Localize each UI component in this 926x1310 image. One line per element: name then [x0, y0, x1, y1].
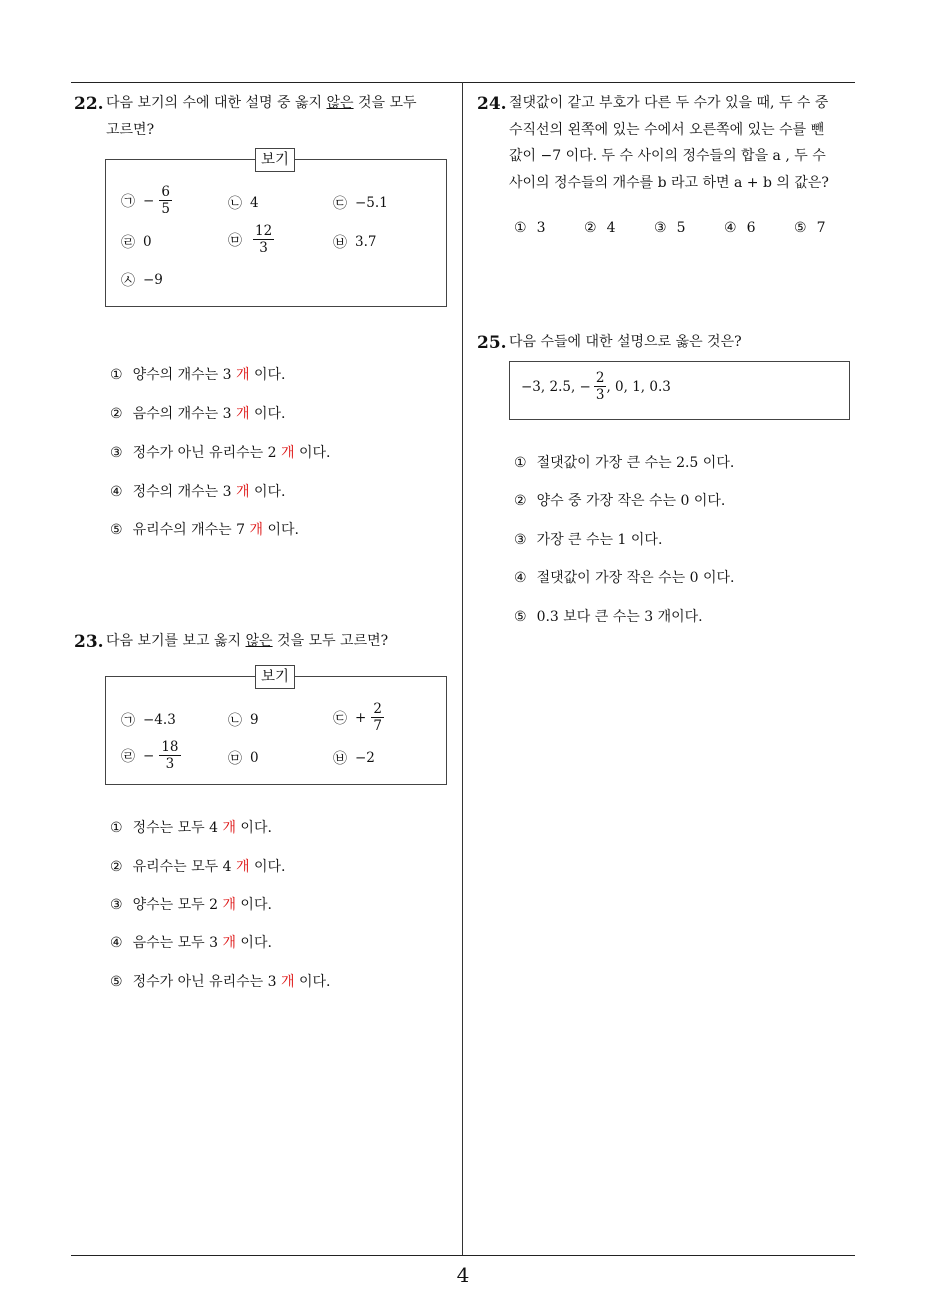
answer-option[interactable]: ④ 절댓값이 가장 작은 수는 0 이다. — [514, 570, 735, 586]
bogi-item: ㉤ $\frac{12}{3}$ — [228, 223, 273, 256]
bogi-item: ㉥ −2 — [333, 750, 375, 767]
bogi-item: ㉢ + $\frac{2}{7}$ — [333, 701, 382, 734]
answer-option[interactable]: ① 절댓값이 가장 큰 수는 2.5 이다. — [514, 455, 735, 471]
page-number: 4 — [456, 1263, 470, 1287]
question-text-line2: 고르면? — [106, 122, 155, 138]
answer-choice[interactable]: ③ 5 — [654, 220, 686, 236]
question-text: 다음 수들에 대한 설명으로 옳은 것은? — [509, 334, 742, 350]
question-text: 다음 보기를 보고 옳지 않은 것을 모두 고르면? — [106, 633, 389, 649]
question-number: 22. — [74, 94, 104, 114]
bogi-item: ㉡ 4 — [228, 195, 259, 212]
header-rule — [71, 82, 855, 83]
answer-option[interactable]: ② 양수 중 가장 작은 수는 0 이다. — [514, 493, 726, 509]
answer-option[interactable]: ⑤ 정수가 아닌 유리수는 3 개 이다. — [110, 974, 331, 990]
answer-option[interactable]: ① 양수의 개수는 3 개 이다. — [110, 367, 286, 383]
footer-rule — [71, 1255, 855, 1256]
bogi-item: ㉣ 0 — [121, 234, 152, 251]
given-numbers: −3, 2.5, − $\frac{2}{3}$ , 0, 1, 0.3 — [521, 370, 671, 403]
answer-choice[interactable]: ① 3 — [514, 220, 546, 236]
column-divider — [462, 82, 463, 1255]
underlined-word: 않은 — [326, 95, 354, 111]
fraction: $\frac{6}{5}$ — [161, 184, 170, 217]
answer-option[interactable]: ① 정수는 모두 4 개 이다. — [110, 820, 272, 836]
answer-option[interactable]: ② 유리수는 모두 4 개 이다. — [110, 859, 286, 875]
bogi-item: ㉠ − $\frac{6}{5}$ — [121, 184, 170, 217]
answer-option[interactable]: ③ 양수는 모두 2 개 이다. — [110, 897, 272, 913]
bogi-item: ㉦ −9 — [121, 272, 163, 289]
fraction: $\frac{2}{3}$ — [595, 370, 605, 403]
answer-option[interactable]: ③ 가장 큰 수는 1 이다. — [514, 532, 663, 548]
answer-option[interactable]: ⑤ 0.3 보다 큰 수는 3 개이다. — [514, 609, 703, 625]
fraction: $\frac{2}{7}$ — [373, 701, 382, 734]
answer-option[interactable]: ④ 정수의 개수는 3 개 이다. — [110, 484, 286, 500]
question-text-line: 사이의 정수들의 개수를 b 라고 하면 a + b 의 값은? — [509, 175, 829, 191]
bogi-item: ㉣ − $\frac{18}{3}$ — [121, 739, 179, 772]
bogi-title: 보기 — [255, 148, 295, 172]
answer-option[interactable]: ③ 정수가 아닌 유리수는 2 개 이다. — [110, 445, 331, 461]
fraction: $\frac{12}{3}$ — [255, 223, 273, 256]
answer-option[interactable]: ② 음수의 개수는 3 개 이다. — [110, 406, 286, 422]
question-text: 다음 보기의 수에 대한 설명 중 옳지 않은 것을 모두 — [106, 95, 417, 111]
bogi-item: ㉡ 9 — [228, 712, 259, 729]
fraction: $\frac{18}{3}$ — [161, 739, 179, 772]
question-number: 25. — [477, 333, 507, 353]
answer-choice[interactable]: ⑤ 7 — [794, 220, 826, 236]
bogi-item: ㉤ 0 — [228, 750, 259, 767]
bogi-item: ㉢ −5.1 — [333, 195, 388, 212]
bogi-item: ㉠ −4.3 — [121, 712, 176, 729]
question-number: 24. — [477, 94, 507, 114]
question-number: 23. — [74, 632, 104, 652]
question-text-line: 절댓값이 같고 부호가 다른 두 수가 있을 때, 두 수 중 — [509, 95, 829, 111]
question-text-line: 값이 −7 이다. 두 수 사이의 정수들의 합을 a , 두 수 — [509, 148, 826, 164]
answer-option[interactable]: ⑤ 유리수의 개수는 7 개 이다. — [110, 522, 299, 538]
answer-choice[interactable]: ② 4 — [584, 220, 616, 236]
bogi-title: 보기 — [255, 665, 295, 689]
bogi-item: ㉥ 3.7 — [333, 234, 377, 251]
answer-option[interactable]: ④ 음수는 모두 3 개 이다. — [110, 935, 272, 951]
underlined-word: 않은 — [245, 633, 273, 649]
answer-choice[interactable]: ④ 6 — [724, 220, 756, 236]
question-text-line: 수직선의 왼쪽에 있는 수에서 오른쪽에 있는 수를 뺀 — [509, 122, 825, 138]
